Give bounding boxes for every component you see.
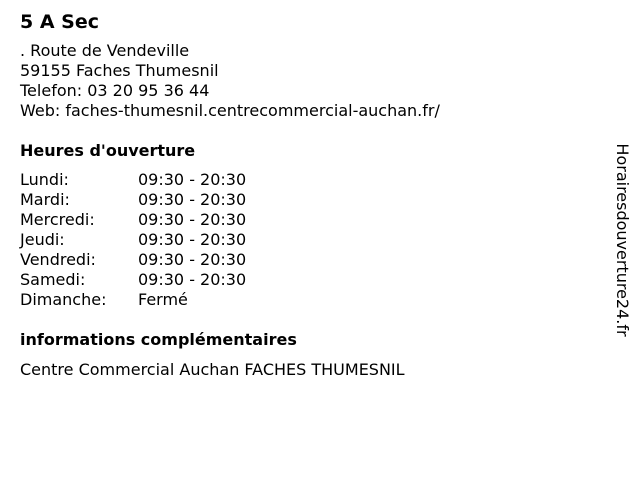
hours-heading: Heures d'ouverture — [20, 141, 196, 160]
address-city: 59155 Faches Thumesnil — [20, 61, 219, 80]
day-label: Mercredi: — [20, 210, 95, 229]
info-text: Centre Commercial Auchan FACHES THUMESNIL — [20, 360, 405, 379]
hours-row-saturday — [20, 270, 246, 290]
info-heading: informations complémentaires — [20, 330, 297, 349]
hours-row-sunday — [20, 290, 246, 310]
hours-row-wednesday — [20, 210, 246, 230]
phone-number[interactable]: Telefon: 03 20 95 36 44 — [20, 81, 210, 100]
day-label: Samedi: — [20, 270, 86, 289]
store-card — [20, 10, 600, 380]
hours-row-thursday — [20, 230, 246, 250]
day-label: Dimanche: — [20, 290, 107, 309]
hours-row-friday — [20, 250, 246, 270]
day-label: Vendredi: — [20, 250, 96, 269]
day-label: Mardi: — [20, 190, 70, 209]
hours-row-monday — [20, 170, 246, 190]
time-value: 09:30 - 20:30 — [138, 170, 247, 189]
time-value: Fermé — [138, 290, 188, 309]
time-value: 09:30 - 20:30 — [138, 210, 247, 229]
store-name: 5 A Sec — [20, 11, 99, 33]
time-value: 09:30 - 20:30 — [138, 230, 247, 249]
site-watermark: Horairesdouverture24.fr — [613, 143, 632, 337]
address-street: . Route de Vendeville — [20, 41, 190, 60]
day-label: Lundi: — [20, 170, 69, 189]
hours-row-tuesday — [20, 190, 246, 210]
store-address-block — [20, 41, 600, 121]
time-value: 09:30 - 20:30 — [138, 190, 247, 209]
day-label: Jeudi: — [20, 230, 65, 249]
opening-hours-table — [20, 170, 246, 310]
website-link[interactable]: Web: faches-thumesnil.centrecommercial-auchan.fr/ — [20, 101, 440, 120]
time-value: 09:30 - 20:30 — [138, 270, 247, 289]
time-value: 09:30 - 20:30 — [138, 250, 247, 269]
